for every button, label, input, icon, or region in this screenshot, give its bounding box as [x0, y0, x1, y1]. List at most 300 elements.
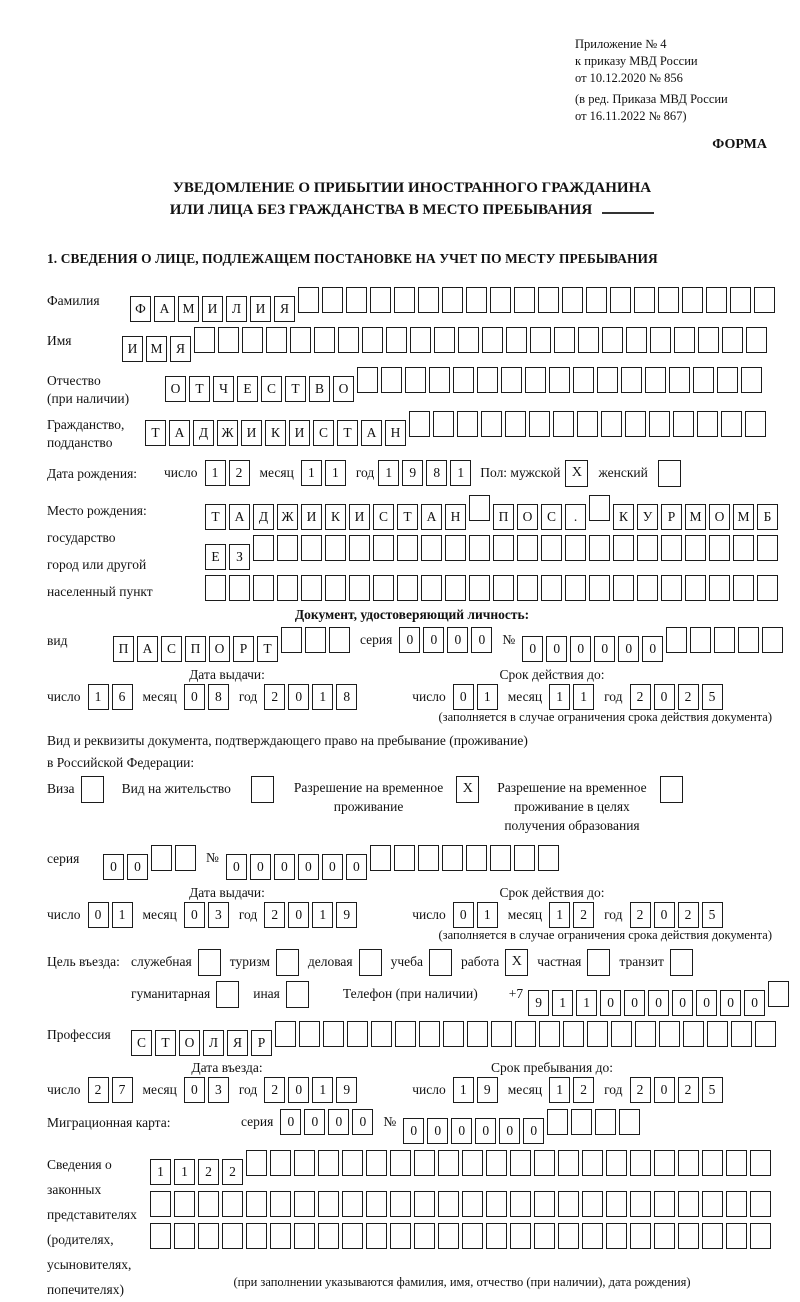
char-box[interactable]: 0 [522, 636, 543, 662]
char-box[interactable] [301, 535, 322, 561]
char-box[interactable] [394, 845, 415, 871]
char-box[interactable]: 0 [447, 627, 468, 653]
char-box[interactable] [270, 1223, 291, 1249]
char-box[interactable] [709, 535, 730, 561]
char-box[interactable] [205, 575, 226, 601]
char-box[interactable] [174, 1191, 195, 1217]
char-box[interactable] [541, 575, 562, 601]
char-box[interactable]: О [165, 376, 186, 402]
char-box[interactable] [429, 367, 450, 393]
char-box[interactable] [469, 495, 490, 521]
char-box[interactable] [445, 575, 466, 601]
char-box[interactable] [290, 327, 311, 353]
char-box[interactable] [726, 1223, 747, 1249]
char-box[interactable]: Т [155, 1030, 176, 1056]
char-box[interactable] [563, 1021, 584, 1047]
char-box[interactable]: О [517, 504, 538, 530]
char-box[interactable] [702, 1191, 723, 1217]
char-box[interactable]: 1 [552, 990, 573, 1016]
tourism-checkbox[interactable] [276, 949, 299, 976]
char-box[interactable]: 2 [573, 1077, 594, 1103]
char-box[interactable] [613, 575, 634, 601]
char-box[interactable]: Т [285, 376, 306, 402]
char-box[interactable]: Н [385, 420, 406, 446]
char-box[interactable] [366, 1150, 387, 1176]
char-box[interactable]: 0 [274, 854, 295, 880]
char-box[interactable] [346, 287, 367, 313]
char-box[interactable]: О [209, 636, 230, 662]
char-box[interactable]: И [250, 296, 271, 322]
char-box[interactable] [281, 627, 302, 653]
char-box[interactable]: Н [445, 504, 466, 530]
char-box[interactable]: 2 [264, 902, 285, 928]
char-box[interactable] [634, 287, 655, 313]
char-box[interactable] [549, 367, 570, 393]
char-box[interactable] [750, 1223, 771, 1249]
char-box[interactable] [757, 575, 778, 601]
char-box[interactable] [505, 411, 526, 437]
char-box[interactable] [357, 367, 378, 393]
char-box[interactable] [469, 535, 490, 561]
char-box[interactable]: Т [397, 504, 418, 530]
char-box[interactable]: 2 [630, 1077, 651, 1103]
char-box[interactable] [750, 1150, 771, 1176]
char-box[interactable] [619, 1109, 640, 1135]
char-box[interactable]: 2 [678, 902, 699, 928]
char-box[interactable] [538, 287, 559, 313]
char-box[interactable]: З [229, 544, 250, 570]
char-box[interactable] [366, 1223, 387, 1249]
char-box[interactable] [301, 575, 322, 601]
char-box[interactable] [457, 411, 478, 437]
male-checkbox[interactable]: X [565, 460, 588, 487]
char-box[interactable] [621, 367, 642, 393]
char-box[interactable] [175, 845, 196, 871]
char-box[interactable] [486, 1150, 507, 1176]
char-box[interactable] [534, 1223, 555, 1249]
char-box[interactable] [613, 535, 634, 561]
char-box[interactable] [565, 575, 586, 601]
char-box[interactable] [481, 411, 502, 437]
char-box[interactable] [738, 627, 759, 653]
study-checkbox[interactable] [429, 949, 452, 976]
char-box[interactable]: М [178, 296, 199, 322]
char-box[interactable]: 0 [744, 990, 765, 1016]
char-box[interactable] [229, 575, 250, 601]
char-box[interactable]: Р [661, 504, 682, 530]
char-box[interactable] [421, 575, 442, 601]
char-box[interactable] [371, 1021, 392, 1047]
char-box[interactable]: Р [233, 636, 254, 662]
char-box[interactable]: 0 [250, 854, 271, 880]
char-box[interactable]: Т [205, 504, 226, 530]
char-box[interactable] [661, 575, 682, 601]
char-box[interactable] [277, 575, 298, 601]
char-box[interactable]: 2 [678, 684, 699, 710]
other-checkbox[interactable] [286, 981, 309, 1008]
char-box[interactable]: . [565, 504, 586, 530]
char-box[interactable] [539, 1021, 560, 1047]
char-box[interactable] [683, 1021, 704, 1047]
char-box[interactable] [347, 1021, 368, 1047]
char-box[interactable]: 0 [523, 1118, 544, 1144]
char-box[interactable]: П [493, 504, 514, 530]
char-box[interactable] [414, 1191, 435, 1217]
char-box[interactable] [414, 1223, 435, 1249]
char-box[interactable] [198, 1223, 219, 1249]
char-box[interactable] [635, 1021, 656, 1047]
char-box[interactable] [702, 1150, 723, 1176]
char-box[interactable]: 0 [304, 1109, 325, 1135]
char-box[interactable]: 1 [174, 1159, 195, 1185]
char-box[interactable]: 0 [403, 1118, 424, 1144]
char-box[interactable] [466, 845, 487, 871]
char-box[interactable]: 0 [226, 854, 247, 880]
char-box[interactable] [414, 1150, 435, 1176]
char-box[interactable] [649, 411, 670, 437]
char-box[interactable]: 2 [264, 684, 285, 710]
char-box[interactable]: 0 [453, 902, 474, 928]
char-box[interactable] [493, 535, 514, 561]
char-box[interactable]: М [733, 504, 754, 530]
char-box[interactable]: С [373, 504, 394, 530]
char-box[interactable]: Е [237, 376, 258, 402]
char-box[interactable] [659, 1021, 680, 1047]
char-box[interactable] [514, 287, 535, 313]
char-box[interactable] [745, 411, 766, 437]
char-box[interactable]: 0 [298, 854, 319, 880]
char-box[interactable] [637, 535, 658, 561]
char-box[interactable] [669, 367, 690, 393]
char-box[interactable]: А [421, 504, 442, 530]
char-box[interactable] [338, 327, 359, 353]
char-box[interactable]: П [113, 636, 134, 662]
char-box[interactable]: 1 [312, 684, 333, 710]
char-box[interactable]: М [685, 504, 706, 530]
char-box[interactable] [275, 1021, 296, 1047]
char-box[interactable] [490, 845, 511, 871]
char-box[interactable] [390, 1223, 411, 1249]
char-box[interactable]: 1 [477, 902, 498, 928]
char-box[interactable] [443, 1021, 464, 1047]
char-box[interactable]: 0 [654, 1077, 675, 1103]
char-box[interactable] [253, 575, 274, 601]
char-box[interactable]: У [637, 504, 658, 530]
char-box[interactable] [366, 1191, 387, 1217]
char-box[interactable] [606, 1223, 627, 1249]
char-box[interactable]: 5 [702, 1077, 723, 1103]
char-box[interactable] [610, 287, 631, 313]
char-box[interactable]: 0 [499, 1118, 520, 1144]
char-box[interactable] [768, 981, 789, 1007]
char-box[interactable]: 0 [594, 636, 615, 662]
char-box[interactable]: 1 [112, 902, 133, 928]
char-box[interactable]: П [185, 636, 206, 662]
char-box[interactable]: 0 [328, 1109, 349, 1135]
char-box[interactable] [493, 575, 514, 601]
char-box[interactable] [390, 1150, 411, 1176]
char-box[interactable] [246, 1191, 267, 1217]
char-box[interactable] [534, 1191, 555, 1217]
char-box[interactable]: 0 [453, 684, 474, 710]
char-box[interactable] [342, 1191, 363, 1217]
char-box[interactable] [462, 1191, 483, 1217]
char-box[interactable]: 0 [288, 1077, 309, 1103]
char-box[interactable]: К [613, 504, 634, 530]
char-box[interactable] [517, 575, 538, 601]
char-box[interactable]: 1 [150, 1159, 171, 1185]
char-box[interactable]: К [325, 504, 346, 530]
char-box[interactable]: Л [203, 1030, 224, 1056]
char-box[interactable]: 0 [471, 627, 492, 653]
char-box[interactable] [469, 575, 490, 601]
char-box[interactable]: 9 [477, 1077, 498, 1103]
char-box[interactable]: 1 [378, 460, 399, 486]
char-box[interactable] [678, 1223, 699, 1249]
char-box[interactable] [661, 535, 682, 561]
char-box[interactable]: 0 [423, 627, 444, 653]
char-box[interactable] [342, 1223, 363, 1249]
char-box[interactable]: 1 [549, 902, 570, 928]
char-box[interactable] [194, 327, 215, 353]
char-box[interactable]: 0 [624, 990, 645, 1016]
char-box[interactable]: 1 [312, 902, 333, 928]
char-box[interactable] [601, 411, 622, 437]
char-box[interactable] [322, 287, 343, 313]
char-box[interactable]: 0 [427, 1118, 448, 1144]
visa-checkbox[interactable] [81, 776, 104, 803]
char-box[interactable]: 5 [702, 902, 723, 928]
char-box[interactable] [325, 535, 346, 561]
char-box[interactable] [706, 287, 727, 313]
char-box[interactable]: 3 [208, 1077, 229, 1103]
char-box[interactable]: 5 [702, 684, 723, 710]
char-box[interactable] [702, 1223, 723, 1249]
char-box[interactable] [253, 535, 274, 561]
char-box[interactable]: Ж [217, 420, 238, 446]
char-box[interactable]: А [361, 420, 382, 446]
char-box[interactable]: Л [226, 296, 247, 322]
char-box[interactable]: Я [227, 1030, 248, 1056]
char-box[interactable]: 2 [678, 1077, 699, 1103]
char-box[interactable]: 0 [672, 990, 693, 1016]
char-box[interactable]: 0 [184, 684, 205, 710]
char-box[interactable]: 2 [198, 1159, 219, 1185]
char-box[interactable]: 1 [88, 684, 109, 710]
char-box[interactable]: 0 [600, 990, 621, 1016]
char-box[interactable] [611, 1021, 632, 1047]
char-box[interactable] [458, 327, 479, 353]
char-box[interactable] [314, 327, 335, 353]
char-box[interactable] [625, 411, 646, 437]
char-box[interactable] [294, 1223, 315, 1249]
char-box[interactable]: С [131, 1030, 152, 1056]
char-box[interactable]: 1 [325, 460, 346, 486]
char-box[interactable] [381, 367, 402, 393]
char-box[interactable]: 1 [549, 684, 570, 710]
char-box[interactable] [515, 1021, 536, 1047]
char-box[interactable] [750, 1191, 771, 1217]
char-box[interactable] [654, 1191, 675, 1217]
char-box[interactable]: 0 [618, 636, 639, 662]
char-box[interactable] [693, 367, 714, 393]
char-box[interactable]: 0 [127, 854, 148, 880]
char-box[interactable]: А [137, 636, 158, 662]
char-box[interactable]: С [161, 636, 182, 662]
char-box[interactable]: О [709, 504, 730, 530]
char-box[interactable] [501, 367, 522, 393]
char-box[interactable] [673, 411, 694, 437]
char-box[interactable] [755, 1021, 776, 1047]
char-box[interactable]: 0 [184, 1077, 205, 1103]
char-box[interactable] [510, 1150, 531, 1176]
char-box[interactable] [467, 1021, 488, 1047]
char-box[interactable]: 0 [642, 636, 663, 662]
char-box[interactable]: 1 [477, 684, 498, 710]
char-box[interactable]: А [169, 420, 190, 446]
char-box[interactable] [466, 287, 487, 313]
char-box[interactable]: 0 [184, 902, 205, 928]
char-box[interactable]: И [349, 504, 370, 530]
char-box[interactable]: 1 [573, 684, 594, 710]
char-box[interactable] [329, 627, 350, 653]
char-box[interactable] [395, 1021, 416, 1047]
char-box[interactable] [486, 1223, 507, 1249]
char-box[interactable]: 2 [222, 1159, 243, 1185]
char-box[interactable]: 0 [546, 636, 567, 662]
char-box[interactable]: 1 [205, 460, 226, 486]
char-box[interactable] [294, 1150, 315, 1176]
char-box[interactable]: Т [145, 420, 166, 446]
char-box[interactable] [349, 575, 370, 601]
char-box[interactable] [318, 1191, 339, 1217]
char-box[interactable]: С [313, 420, 334, 446]
char-box[interactable] [597, 367, 618, 393]
char-box[interactable]: В [309, 376, 330, 402]
char-box[interactable] [717, 367, 738, 393]
char-box[interactable] [477, 367, 498, 393]
char-box[interactable] [299, 1021, 320, 1047]
char-box[interactable]: С [541, 504, 562, 530]
char-box[interactable]: 2 [630, 684, 651, 710]
char-box[interactable] [722, 327, 743, 353]
char-box[interactable] [270, 1150, 291, 1176]
char-box[interactable] [690, 627, 711, 653]
char-box[interactable]: Ж [277, 504, 298, 530]
char-box[interactable] [606, 1191, 627, 1217]
char-box[interactable] [558, 1191, 579, 1217]
char-box[interactable] [434, 327, 455, 353]
char-box[interactable]: 1 [450, 460, 471, 486]
char-box[interactable] [325, 575, 346, 601]
char-box[interactable]: 0 [103, 854, 124, 880]
humanitarian-checkbox[interactable] [216, 981, 239, 1008]
char-box[interactable]: 0 [451, 1118, 472, 1144]
char-box[interactable]: О [179, 1030, 200, 1056]
char-box[interactable]: Д [193, 420, 214, 446]
char-box[interactable]: 0 [288, 684, 309, 710]
char-box[interactable] [650, 327, 671, 353]
char-box[interactable] [218, 327, 239, 353]
char-box[interactable] [510, 1223, 531, 1249]
char-box[interactable] [762, 627, 783, 653]
char-box[interactable] [418, 845, 439, 871]
char-box[interactable]: 1 [549, 1077, 570, 1103]
char-box[interactable]: 9 [528, 990, 549, 1016]
char-box[interactable] [397, 575, 418, 601]
char-box[interactable] [582, 1223, 603, 1249]
char-box[interactable] [562, 287, 583, 313]
char-box[interactable] [582, 1191, 603, 1217]
char-box[interactable]: 2 [88, 1077, 109, 1103]
char-box[interactable] [421, 535, 442, 561]
temp-residence-checkbox[interactable]: X [456, 776, 479, 803]
char-box[interactable] [529, 411, 550, 437]
char-box[interactable] [198, 1191, 219, 1217]
char-box[interactable] [554, 327, 575, 353]
char-box[interactable]: 8 [426, 460, 447, 486]
char-box[interactable] [589, 495, 610, 521]
char-box[interactable]: А [154, 296, 175, 322]
char-box[interactable] [373, 535, 394, 561]
char-box[interactable] [442, 845, 463, 871]
char-box[interactable]: К [265, 420, 286, 446]
char-box[interactable]: 2 [630, 902, 651, 928]
char-box[interactable] [370, 287, 391, 313]
char-box[interactable] [462, 1150, 483, 1176]
private-checkbox[interactable] [587, 949, 610, 976]
char-box[interactable] [578, 327, 599, 353]
char-box[interactable]: 0 [654, 684, 675, 710]
char-box[interactable] [514, 845, 535, 871]
char-box[interactable]: 0 [720, 990, 741, 1016]
char-box[interactable] [386, 327, 407, 353]
char-box[interactable] [438, 1191, 459, 1217]
char-box[interactable] [726, 1150, 747, 1176]
char-box[interactable]: 9 [402, 460, 423, 486]
char-box[interactable] [491, 1021, 512, 1047]
char-box[interactable] [707, 1021, 728, 1047]
char-box[interactable] [606, 1150, 627, 1176]
char-box[interactable] [534, 1150, 555, 1176]
char-box[interactable]: Т [337, 420, 358, 446]
char-box[interactable] [697, 411, 718, 437]
char-box[interactable]: Т [189, 376, 210, 402]
char-box[interactable] [602, 327, 623, 353]
char-box[interactable] [678, 1191, 699, 1217]
char-box[interactable] [510, 1191, 531, 1217]
char-box[interactable]: Я [170, 336, 191, 362]
char-box[interactable]: О [333, 376, 354, 402]
char-box[interactable]: И [289, 420, 310, 446]
char-box[interactable] [654, 1150, 675, 1176]
char-box[interactable] [525, 367, 546, 393]
char-box[interactable] [565, 535, 586, 561]
char-box[interactable] [754, 287, 775, 313]
char-box[interactable]: 8 [208, 684, 229, 710]
char-box[interactable]: 7 [112, 1077, 133, 1103]
char-box[interactable] [757, 535, 778, 561]
edu-residence-checkbox[interactable] [660, 776, 683, 803]
char-box[interactable] [577, 411, 598, 437]
char-box[interactable]: 2 [264, 1077, 285, 1103]
char-box[interactable] [419, 1021, 440, 1047]
char-box[interactable] [587, 1021, 608, 1047]
work-checkbox[interactable]: X [505, 949, 528, 976]
char-box[interactable] [582, 1150, 603, 1176]
char-box[interactable] [685, 575, 706, 601]
char-box[interactable] [418, 287, 439, 313]
